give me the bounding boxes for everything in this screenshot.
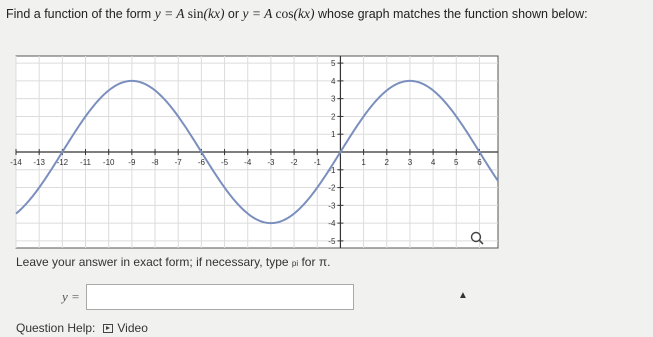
x-tick-label: -10 [102,158,115,167]
x-tick-label: 4 [430,158,436,167]
y-tick-label: -4 [328,219,336,229]
x-tick-label: 1 [361,158,366,167]
video-link[interactable] [103,321,147,335]
x-tick-label: -14 [10,158,22,167]
video-play-icon [103,324,113,333]
x-tick-label: -5 [220,158,229,167]
form-cos: y = A cos(kx) [242,6,315,21]
prompt-text-or: or [224,7,243,21]
x-tick-label: 2 [384,158,389,167]
x-tick-label: 3 [407,158,413,167]
question-prompt [6,6,646,22]
x-tick-label: -1 [313,158,321,167]
x-tick-label: 6 [477,158,482,167]
prompt-text-pre: Find a function of the form [6,7,155,21]
answer-input[interactable] [86,284,354,310]
question-help [16,321,148,335]
y-tick-label: -5 [328,236,336,246]
y-tick-label: 5 [330,59,336,69]
y-tick-label: 2 [330,112,336,122]
x-tick-label: -7 [174,158,182,167]
y-tick-label: 4 [330,76,336,86]
x-tick-label: -11 [80,158,92,167]
x-tick-label: -12 [56,158,69,167]
y-tick-label: 1 [330,130,336,140]
form-sin: y = A sin(kx) [154,6,225,21]
x-tick-label: -4 [244,158,252,167]
prompt-text-post: whose graph matches the function shown below: [314,7,588,21]
function-graph [10,56,498,248]
y-tick-label: -2 [328,183,336,193]
answer-instructions: Leave your answer in exact form; if necessary, type pi for π. [16,255,331,269]
answer-label: y = [62,289,80,304]
y-tick-label: 3 [330,94,336,104]
x-tick-label: -9 [128,158,136,167]
video-label: Video [117,321,148,335]
answer-row [62,283,354,311]
x-tick-label: -3 [267,158,275,167]
x-tick-label: -2 [290,158,298,167]
x-tick-label: -13 [33,158,45,167]
pi-code: pi [291,259,299,268]
x-tick-label: -6 [197,158,205,167]
y-tick-label: -3 [328,201,336,211]
question-help-label: Question Help: [16,321,96,335]
mouse-cursor-icon: ▲ [458,290,468,301]
graph-svg [10,56,498,248]
x-tick-label: -8 [151,158,159,167]
y-tick-label: -1 [328,165,336,175]
x-tick-label: 5 [454,158,459,167]
